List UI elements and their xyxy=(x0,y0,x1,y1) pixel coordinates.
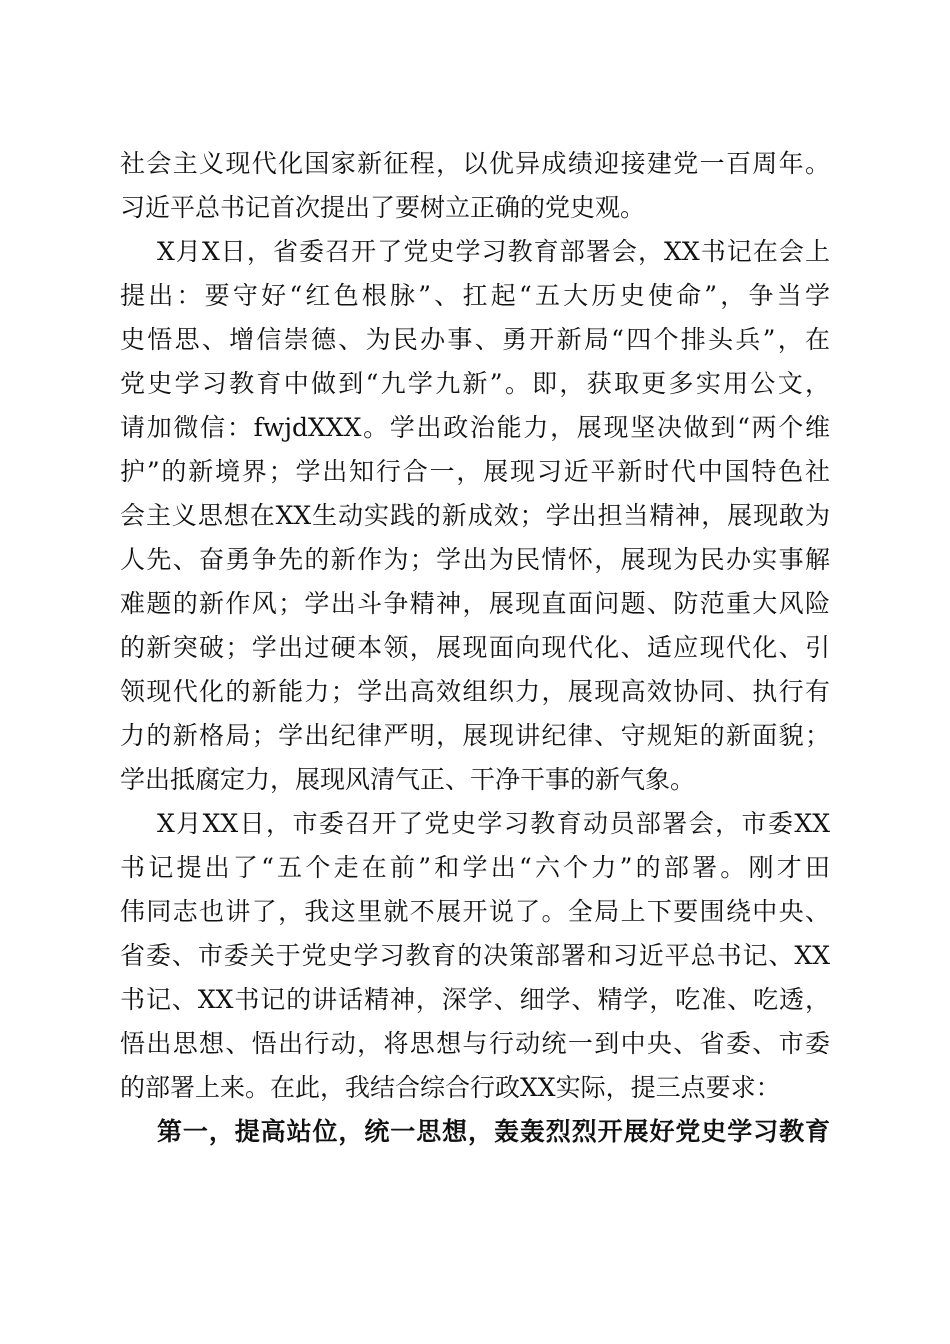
paragraph-line: 会主义思想在XX生动实践的新成效；学出担当精神，展现敢为 xyxy=(120,501,830,530)
section-heading: 第一，提高站位，统一思想，轰轰烈烈开展好党史学习教育 xyxy=(157,1117,830,1146)
paragraph-line: 学出抵腐定力，展现风清气正、干净干事的新气象。 xyxy=(120,765,696,794)
paragraph-line: 力的新格局；学出纪律严明，展现讲纪律、守规矩的新面貌； xyxy=(120,721,830,750)
paragraph-line: X月X日，省委召开了党史学习教育部署会，XX书记在会上 xyxy=(157,237,830,266)
paragraph-line: 人先、奋勇争先的新作为；学出为民情怀，展现为民办实事解 xyxy=(120,545,830,574)
paragraph-line: 提出：要守好“红色根脉”、扛起“五大历史使命”，争当学 xyxy=(120,281,830,310)
paragraph-line: 党史学习教育中做到“九学九新”。即，获取更多实用公文， xyxy=(120,369,830,398)
paragraph-line: 书记、XX书记的讲话精神，深学、细学、精学，吃准、吃透， xyxy=(120,985,830,1014)
paragraph-line: X月XX日，市委召开了党史学习教育动员部署会，市委XX xyxy=(157,809,830,838)
paragraph-line: 悟出思想、悟出行动，将思想与行动统一到中央、省委、市委 xyxy=(120,1029,830,1058)
paragraph-line: 难题的新作风；学出斗争精神，展现直面问题、防范重大风险 xyxy=(120,589,830,618)
paragraph-line: 伟同志也讲了，我这里就不展开说了。全局上下要围绕中央、 xyxy=(120,897,830,926)
paragraph-line: 习近平总书记首次提出了要树立正确的党史观。 xyxy=(120,193,646,222)
paragraph-line: 的部署上来。在此，我结合综合行政XX实际，提三点要求： xyxy=(120,1073,781,1102)
paragraph-line: 社会主义现代化国家新征程，以优异成绩迎接建党一百周年。 xyxy=(120,149,830,178)
paragraph-line: 的新突破；学出过硬本领，展现面向现代化、适应现代化、引 xyxy=(120,633,830,662)
paragraph-line: 省委、市委关于党史学习教育的决策部署和习近平总书记、XX xyxy=(120,941,830,970)
paragraph-line: 领现代化的新能力；学出高效组织力，展现高效协同、执行有 xyxy=(120,677,830,706)
paragraph-line: 请加微信：fwjdXXX。学出政治能力，展现坚决做到“两个维 xyxy=(120,413,830,442)
paragraph-line: 史悟思、增信崇德、为民办事、勇开新局“四个排头兵”，在 xyxy=(120,325,830,354)
paragraph-line: 护”的新境界；学出知行合一，展现习近平新时代中国特色社 xyxy=(120,457,830,486)
paragraph-line: 书记提出了“五个走在前”和学出“六个力”的部署。刚才田 xyxy=(120,853,830,882)
